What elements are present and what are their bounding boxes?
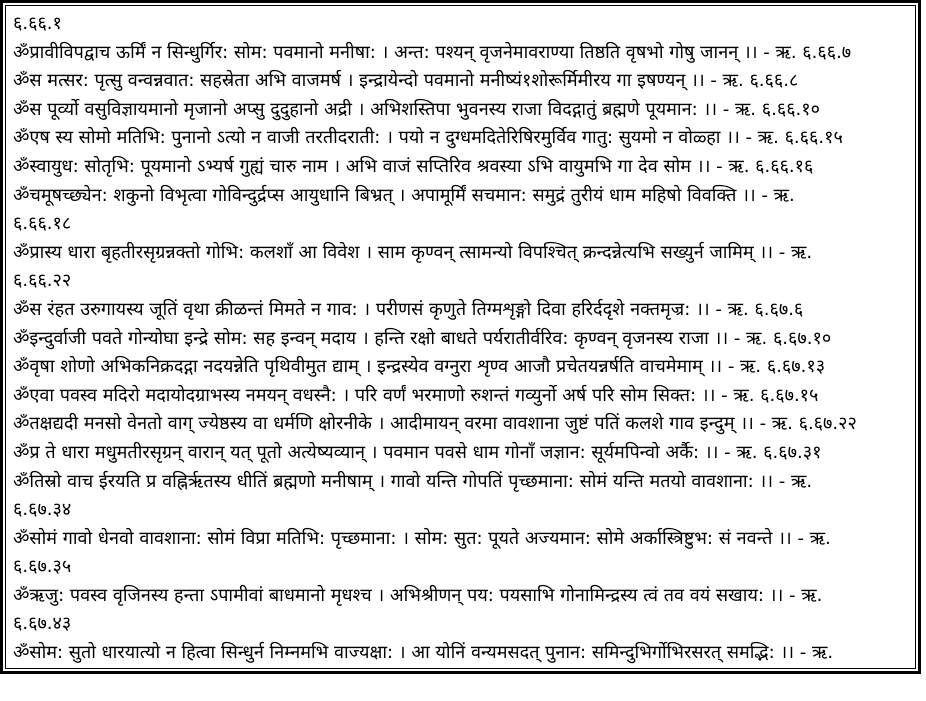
text-line-wrap-reference: ६.६६.१८ xyxy=(13,213,72,235)
text-line: ॐऋजु: पवस्व वृजिनस्य हन्ता ऽपामीवां बाधमानो मृधश्च । अभिश्रीणन् पय: पयसाभि गोनामिन्द्रस्य त्वं तव वयं सखाय: ।। - ऋ. xyxy=(13,584,823,606)
text-line: ॐस रंहत उरुगायस्य जूतिं वृथा क्रीळन्तं मिमते न गाव: । परीणसं कृणुते तिग्मशृङ्गो दिवा हरिर्ददृशे नक्तमृज्र: ।। - ऋ. ६.६७.६ xyxy=(13,298,804,320)
text-line-wrap-reference: ६.६६.२२ xyxy=(13,270,72,292)
text-line-wrap-reference: ६.६७.३४ xyxy=(13,499,72,521)
text-line: ॐस पूर्व्यो वसुविज्ञायमानो मृजानो अप्सु दुदुहानो अद्री । अभिशस्तिपा भुवनस्य राजा विदद्गातुं ब्रह्मणे पूयमान: ।। - ऋ. ६.६६.१० xyxy=(13,98,820,120)
text-line-wrap-reference: ६.६७.४३ xyxy=(13,613,72,635)
text-line-wrap-reference: ६.६७.३५ xyxy=(13,556,72,578)
text-line: ॐप्रास्य धारा बृहतीरसृग्रन्नक्तो गोभि: कलशाँ आ विवेश । साम कृण्वन् त्सामन्यो विपश्चित् क्रन्दन्नेत्यभि सख्युर्न जामिम् ।। - ऋ. xyxy=(13,241,813,263)
text-line: ॐतक्षद्यदी मनसो वेनतो वाग् ज्येष्ठस्य वा धर्मणि क्षोरनीके । आदीमायन् वरमा वावशाना जुष्टं पतिं कलशे गाव इन्दुम् ।। - ऋ. ६.६७.२२ xyxy=(13,413,857,435)
text-line: ॐप्र ते धारा मधुमतीरसृग्रन् वारान् यत् पूतो अत्येष्यव्यान् । पवमान पवसे धाम गोनाँ जज्ञान: सूर्यमपिन्वो अर्कै: ।। - ऋ. ६.६७.३१ xyxy=(13,441,822,463)
text-line: ॐएवा पवस्व मदिरो मदायोदग्राभस्य नमयन् वधस्नै: । परि वर्णं भरमाणो रुशन्तं गव्युर्नो अर्ष परि सोम सिक्त: ।। - ऋ. ६.६७.१५ xyxy=(13,384,819,406)
text-line: ॐस मत्सर: पृत्सु वन्वन्नवात: सहस्रेता अभि वाजमर्ष । इन्द्रायेन्दो पवमानो मनीष्यं१शोरूर्मिमीरय गा इषण्यन् ।। - ऋ. ६.६६.८ xyxy=(13,70,799,92)
text-line: ॐइन्दुर्वाजी पवते गोन्योघा इन्द्रे सोम: सह इन्वन् मदाय । हन्ति रक्षो बाधते पर्यरातीर्वरिव: कृण्वन् वृजनस्य राजा ।। - ऋ. ६.६७.१० xyxy=(13,327,832,349)
text-line: ॐवृषा शोणो अभिकनिक्रदद्गा नदयन्नेति पृथिवीमुत द्याम् । इन्द्रस्येव वग्नुरा शृण्व आजौ प्रचेतयन्नर्षति वाचमेमाम् ।। - ऋ. ६.६७.१३ xyxy=(13,356,826,378)
document-text-area xyxy=(5,5,916,669)
text-line: ॐतिस्रो वाच ईरयति प्र वह्निर्ऋतस्य धीतिं ब्रह्मणो मनीषाम् । गावो यन्ति गोपतिं पृच्छमाना: सोमं यन्ति मतयो वावशाना: ।। - ऋ. xyxy=(13,470,813,492)
text-line: ॐसोमं गावो धेनवो वावशाना: सोमं विप्रा मतिभि: पृच्छमाना: । सोम: सुत: पूयते अज्यमान: सोमे अर्कास्त्रिष्टुभ: सं नवन्ते ।। - ऋ. xyxy=(13,527,831,549)
text-line: ॐप्रावीविपद्वाच ऊर्मिं न सिन्धुर्गिर: सोम: पवमानो मनीषा: । अन्त: पश्यन् वृजनेमावराण्या तिष्ठति वृषभो गोषु जानन् ।। - ऋ. ६.६६.७ xyxy=(13,41,852,63)
verse-number-heading: ६.६६.१ xyxy=(13,13,62,34)
text-line: ॐचमूषच्छ्येन: शकुनो विभृत्वा गोविन्दुर्द्रप्स आयुधानि बिभ्रत् । अपामूर्मिं सचमान: समुद्रं तुरीयं धाम महिषो विवक्ति ।। - ऋ. xyxy=(13,184,795,206)
text-line: ॐस्वायुध: सोतृभि: पूयमानो ऽभ्यर्ष गुह्यं चारु नाम । अभि वाजं सप्तिरिव श्रवस्या ऽभि वायुमभि गा देव सोम ।। - ऋ. ६.६६.१६ xyxy=(13,155,814,177)
text-line: ॐसोम: सुतो धारयात्यो न हित्वा सिन्धुर्न निम्नमभि वाज्यक्षा: । आ योनिं वन्यमसदत् पुनान: समिन्दुभिर्गोभिरसरत् समद्भि: ।। - ऋ. xyxy=(13,642,834,664)
text-line: ॐएष स्य सोमो मतिभि: पुनानो ऽत्यो न वाजी तरतीदराती: । पयो न दुग्धमदितेरिषिरमुर्विव गातु: सुयमो न वोळ्हा ।। - ऋ. ६.६६.१५ xyxy=(13,127,843,149)
